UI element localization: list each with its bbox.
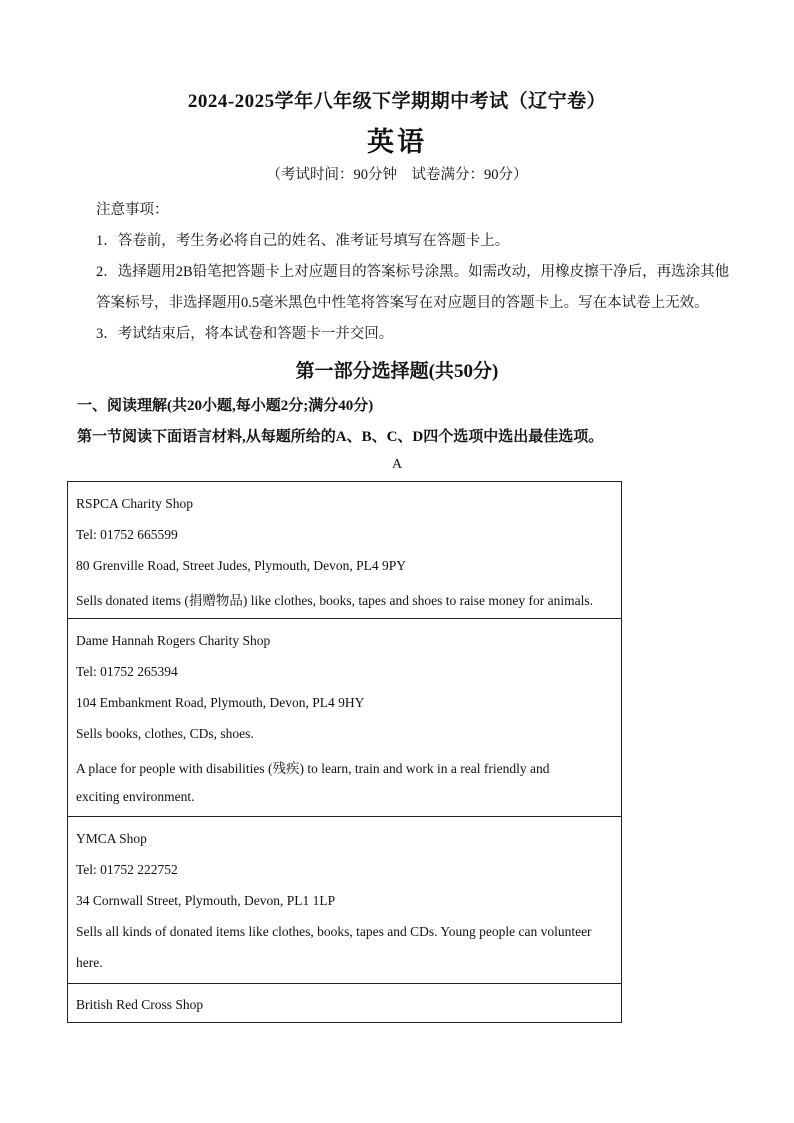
note-item-1: 1．答卷前，考生务必将自己的姓名、准考证号填写在答题卡上。 xyxy=(96,233,510,249)
shop-name: Dame Hannah Rogers Charity Shop xyxy=(76,633,271,648)
shop-description: Sells all kinds of donated items like clothes, books, tapes and CDs. Young people can volunteer xyxy=(76,924,592,939)
charity-shop-table xyxy=(67,481,622,1023)
note-item-3: 3．考试结束后，将本试卷和答题卡一并交回。 xyxy=(96,326,394,342)
note-item-2: 2．选择题用2B铅笔把答题卡上对应题目的答案标号涂黑。如需改动，用橡皮擦干净后，再选涂其他 xyxy=(96,264,730,280)
passage-label: A xyxy=(391,457,403,472)
shop-name: RSPCA Charity Shop xyxy=(76,496,194,511)
section-instruction: 第一节阅读下面语言材料,从每题所给的A、B、C、D四个选项中选出最佳选项。 xyxy=(77,429,604,445)
shop-description: Sells donated items (捐赠物品) like clothes, books, tapes and shoes to raise money for animals. xyxy=(76,593,594,608)
exam-info: （考试时间：90分钟 试卷满分：90分） xyxy=(266,167,528,183)
shop-address: 80 Grenville Road, Street Judes, Plymouth, Devon, PL4 9PY xyxy=(76,558,406,573)
shop-description: Sells books, clothes, CDs, shoes. xyxy=(76,726,254,741)
shop-address: 34 Cornwall Street, Plymouth, Devon, PL1 1LP xyxy=(76,893,336,908)
shop-name: British Red Cross Shop xyxy=(76,997,204,1012)
shop-description: here. xyxy=(76,955,103,970)
shop-description: exciting environment. xyxy=(76,789,195,804)
shop-description: A place for people with disabilities (残疾) to learn, train and work in a real friendly and xyxy=(76,761,550,776)
shop-tel: Tel: 01752 222752 xyxy=(76,862,178,877)
shop-tel: Tel: 01752 665599 xyxy=(76,527,178,542)
note-item-2-cont: 答案标号，非选择题用0.5毫米黑色中性笔将答案写在对应题目的答题卡上。写在本试卷上无效。 xyxy=(96,295,709,311)
part-one-title: 第一部分选择题(共50分) xyxy=(295,361,499,382)
shop-cell-ymca xyxy=(68,816,621,983)
section-title: 一、阅读理解(共20小题,每小题2分;满分40分) xyxy=(77,398,374,414)
shop-cell-rspca xyxy=(68,482,621,618)
subject-title: 英语 xyxy=(367,127,427,157)
shop-tel: Tel: 01752 265394 xyxy=(76,664,178,679)
shop-address: 104 Embankment Road, Plymouth, Devon, PL4 9HY xyxy=(76,695,365,710)
shop-name: YMCA Shop xyxy=(76,831,147,846)
notes-title: 注意事项： xyxy=(96,202,169,218)
shop-cell-dame-hannah xyxy=(68,618,621,816)
exam-title: 2024-2025学年八年级下学期期中考试（辽宁卷） xyxy=(187,91,607,112)
shop-cell-red-cross xyxy=(68,983,621,1022)
